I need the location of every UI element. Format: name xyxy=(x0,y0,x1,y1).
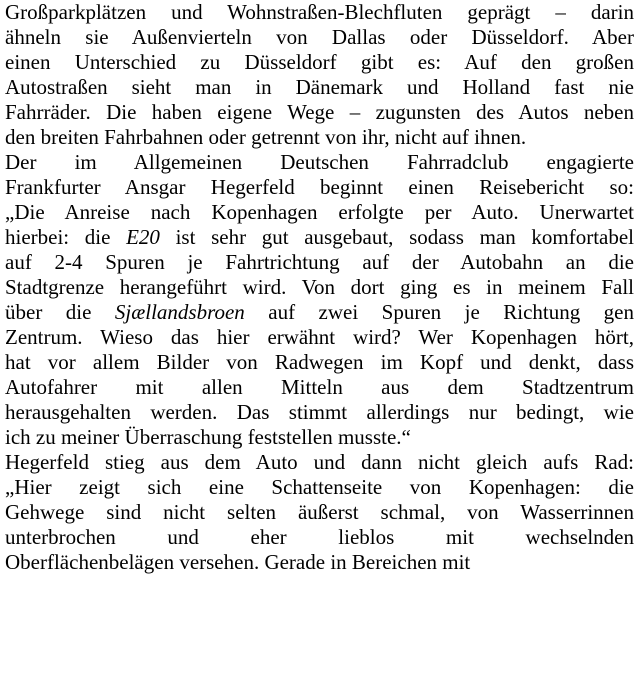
text-line xyxy=(5,475,634,500)
text-run: auf 2-4 Spuren je Fahrtrichtung auf der Autobahn an die xyxy=(5,250,634,274)
text-line xyxy=(5,125,634,150)
paragraph xyxy=(5,450,634,575)
text-line xyxy=(5,75,634,100)
text-line xyxy=(5,300,634,325)
text-run: über die xyxy=(5,300,115,324)
text-run: Autofahrer mit allen Mitteln aus dem Stadtzentrum xyxy=(5,375,634,399)
text-run: Zentrum. Wieso das hier erwähnt wird? Wer Kopenhagen hört, xyxy=(5,325,634,349)
text-line xyxy=(5,500,634,525)
text-line xyxy=(5,325,634,350)
text-line xyxy=(5,275,634,300)
text-line xyxy=(5,50,634,75)
paragraph xyxy=(5,150,634,450)
text-run: auf zwei Spuren je Richtung gen xyxy=(244,300,634,324)
text-line xyxy=(5,25,634,50)
text-run: ist sehr gut ausgebaut, sodass man komfortabel xyxy=(159,225,635,249)
text-run: „Die Anreise nach Kopenhagen erfolgte per Auto. Unerwartet xyxy=(5,200,634,224)
text-run: Fahrräder. Die haben eigene Wege – zugunsten des Autos neben xyxy=(5,100,634,124)
text-run: Autostraßen sieht man in Dänemark und Holland fast nie xyxy=(5,75,634,99)
text-run: Oberflächenbelägen versehen. Gerade in Bereichen mit xyxy=(5,550,471,574)
text-line xyxy=(5,200,634,225)
text-run: unterbrochen und eher lieblos mit wechselnden xyxy=(5,525,634,549)
text-run: ich zu meiner Überraschung feststellen musste.“ xyxy=(5,425,411,449)
text-run: Großparkplätzen und Wohnstraßen-Blechfluten geprägt – darin xyxy=(5,0,634,24)
text-run: hat vor allem Bilder von Radwegen im Kopf und denkt, dass xyxy=(5,350,634,374)
text-line xyxy=(5,150,634,175)
text-run: „Hier zeigt sich eine Schattenseite von Kopenhagen: die xyxy=(5,475,634,499)
text-line xyxy=(5,250,634,275)
text-run: Der im Allgemeinen Deutschen Fahrradclub engagierte xyxy=(5,150,634,174)
paragraph xyxy=(5,0,634,150)
text-run: einen Unterschied zu Düsseldorf gibt es: Auf den großen xyxy=(5,50,634,74)
italic-term: Sjællandsbroen xyxy=(114,300,245,324)
text-line xyxy=(5,550,634,575)
text-line xyxy=(5,100,634,125)
text-run: hierbei: die xyxy=(5,225,127,249)
text-line xyxy=(5,450,634,475)
text-line xyxy=(5,175,634,200)
text-run: Hegerfeld stieg aus dem Auto und dann nicht gleich aufs Rad: xyxy=(5,450,634,474)
italic-term: E20 xyxy=(126,225,160,249)
text-run: Frankfurter Ansgar Hegerfeld beginnt einen Reisebericht so: xyxy=(5,175,634,199)
text-run: herausgehalten werden. Das stimmt allerdings nur bedingt, wie xyxy=(5,400,634,424)
text-run: den breiten Fahrbahnen oder getrennt von ihr, nicht auf ihnen. xyxy=(5,125,527,149)
text-line xyxy=(5,525,634,550)
text-line xyxy=(5,0,634,25)
text-line xyxy=(5,225,634,250)
text-line xyxy=(5,425,634,450)
text-run: Gehwege sind nicht selten äußerst schmal, von Wasserrinnen xyxy=(5,500,634,524)
text-run: ähneln sie Außenvierteln von Dallas oder Düsseldorf. Aber xyxy=(5,25,634,49)
text-line xyxy=(5,375,634,400)
text-line xyxy=(5,400,634,425)
text-run: Stadtgrenze herangeführt wird. Von dort ging es in meinem Fall xyxy=(5,275,634,299)
text-line xyxy=(5,350,634,375)
